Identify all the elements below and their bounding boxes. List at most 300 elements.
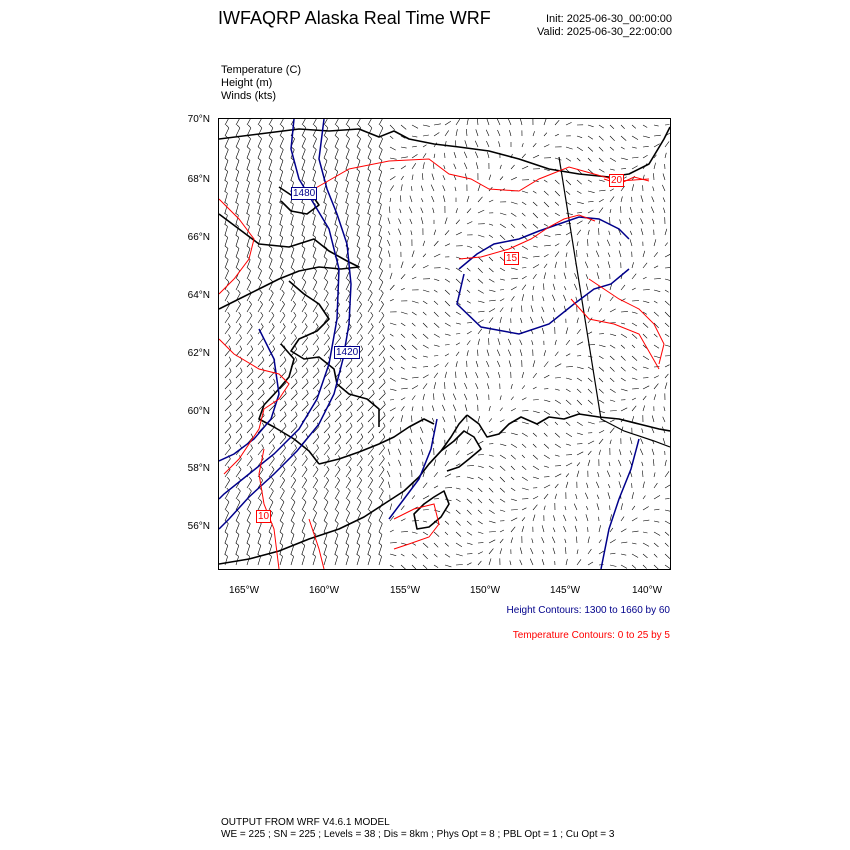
wind-barb [379,119,383,125]
wind-barb [258,136,262,147]
wind-barb [236,312,241,323]
wind-barb [555,411,560,415]
wind-barb [313,499,317,510]
wind-barb [577,221,583,224]
wind-barb [335,466,340,477]
wind-barb [423,135,429,136]
lon-label-140w: 140°W [631,585,663,596]
wind-barb [368,379,374,389]
wind-barb [663,438,665,444]
wind-barb [478,561,481,565]
wind-barb [621,285,625,290]
wind-barb [401,378,407,380]
wind-barb [378,202,381,213]
wind-barb [621,378,626,381]
wind-barb [367,224,370,235]
wind-barb [290,554,293,565]
wind-barb [652,197,654,203]
wind-barb [511,499,517,501]
wind-barb [533,360,535,367]
wind-barb [410,451,412,455]
wind-barb [356,191,359,202]
wind-barb [654,290,660,292]
wind-barb [533,433,537,437]
wind-barb [522,294,524,301]
wind-barb [368,312,373,323]
wind-barb [599,190,606,191]
wind-barb [291,466,296,477]
wind-barb [588,332,592,334]
wind-barb [632,554,638,558]
wind-barb [566,411,570,415]
wind-barb [346,521,349,532]
height-contour-1360 [219,329,279,461]
wind-barb [599,169,604,172]
wind-barb [324,335,330,346]
wind-barb [258,169,261,180]
wind-barb [621,323,625,324]
wind-barb [235,224,238,235]
wind-barb [357,423,363,433]
wind-barb [552,295,555,301]
wind-barb [522,517,525,521]
wind-barb [621,311,628,312]
wind-barb [291,401,297,411]
wind-barb [280,390,286,400]
wind-barb [610,400,615,402]
wind-barb [357,235,360,246]
wind-barb [643,136,650,138]
wind-barb [467,426,469,433]
wind-barb [487,350,489,356]
wind-barb [643,301,649,303]
wind-barb [608,484,610,488]
model-config-line: WE = 225 ; SN = 225 ; Levels = 38 ; Dis = 8km ; Phys Opt = 8 ; PBL Opt = 1 ; Cu Opt = 3 [221,829,615,840]
wind-barb [434,393,435,400]
wind-barb [599,158,604,162]
wind-barb [236,158,239,169]
wind-barb [368,246,371,257]
wind-barb [357,532,360,543]
wind-barb [357,147,360,158]
wind-barb [313,477,318,488]
wind-barb [378,180,381,191]
wind-barb [522,306,523,313]
wind-barb [346,466,351,477]
wind-barb [247,158,250,169]
wind-barb [566,191,570,195]
wind-barb [368,412,374,422]
map-panel [218,118,671,570]
wind-barb [324,379,330,389]
wind-barb [313,368,319,378]
wind-barb [588,549,591,554]
wind-barb [313,119,317,125]
wind-barb [269,268,273,279]
wind-barb [522,508,526,510]
wind-barb [224,224,227,235]
wind-barb [522,455,525,458]
wind-barb [522,224,526,228]
wind-barb [665,485,670,488]
lat-label-56n: 56°N [187,521,210,532]
wind-barb [489,540,495,543]
wind-barb [621,367,626,371]
wind-barb [423,265,429,268]
wind-barb [445,345,450,346]
wind-barb [632,367,637,370]
wind-barb [388,449,390,455]
wind-barb [454,152,456,158]
wind-barb [621,136,626,141]
wind-barb [489,488,493,492]
wind-barb [334,180,337,191]
wind-barb [302,379,308,389]
wind-barb [423,290,429,292]
wind-barb [654,163,656,169]
wind-barb [511,444,517,448]
wind-barb [596,251,599,257]
wind-barb [280,532,283,543]
wind-barb [445,363,448,368]
wind-barb [467,268,470,271]
valid-time: Valid: 2025-06-30_22:00:00 [537,26,672,38]
wind-barb [464,383,467,389]
wind-barb [412,554,417,558]
wind-barb [434,154,435,158]
wind-barb [236,125,240,136]
wind-barb [434,543,438,547]
wind-barb [632,378,637,380]
wind-barb [643,496,645,499]
wind-barb [654,521,659,522]
wind-barb [258,543,261,554]
wind-barb [345,202,348,213]
wind-barb [511,433,518,435]
wind-barb [453,405,456,411]
wind-barb [663,198,665,203]
wind-barb [632,300,639,301]
wind-barb [225,477,230,488]
wind-barb [478,279,483,283]
wind-barb [291,235,294,246]
wind-barb [599,450,601,455]
wind-barb [390,125,395,130]
wind-barb [269,301,274,312]
wind-barb [489,338,490,345]
wind-barb [643,356,649,360]
wind-barb [291,379,297,389]
wind-barb [379,401,385,411]
wind-barb [598,242,599,246]
wind-barb [379,357,385,367]
wind-barb [610,440,611,444]
wind-barb [654,356,661,358]
wind-barb [566,482,568,488]
wind-barb [346,147,349,158]
wind-barb [280,169,283,180]
wind-barb [489,466,494,469]
wind-barb [478,455,484,456]
wind-barb [302,401,308,411]
wind-barb [588,158,591,162]
wind-barb [410,219,412,224]
wind-barb [368,499,372,510]
wind-barb [269,246,272,257]
wind-barb [456,488,461,489]
wind-barb [423,153,426,158]
wind-barb [423,254,426,257]
wind-barb [378,213,381,224]
wind-barb [313,312,318,323]
wind-barb [665,301,670,305]
wind-barb [500,396,501,401]
wind-barb [533,265,539,269]
wind-barb [665,374,668,378]
wind-barb [566,559,567,565]
wind-barb [652,416,654,423]
wind-barb [522,257,528,258]
wind-barb [411,230,412,235]
wind-barb [390,554,396,556]
wind-barb [368,279,372,290]
wind-barb [599,400,604,403]
wind-barb [610,428,614,433]
wind-barb [641,228,643,235]
wind-barb [500,488,505,492]
wind-barb [379,543,382,554]
wind-barb [247,312,252,323]
wind-barb [630,451,632,455]
wind-barb [423,394,425,400]
wind-barb [566,422,570,426]
wind-barb [357,434,363,444]
wind-barb [379,301,384,312]
wind-barb [465,140,467,147]
wind-barb [357,301,362,312]
wind-barb [610,411,617,412]
wind-barb [466,129,467,136]
wind-barb [467,290,470,293]
wind-barb [599,147,603,151]
wind-barb [511,235,514,238]
wind-barb [247,346,253,356]
wind-barb [324,235,327,246]
wind-barb [632,543,637,544]
wind-barb [665,141,669,147]
wind-barb [476,129,478,136]
wind-barb [324,119,328,125]
wind-barb [643,520,649,521]
wind-barb [566,340,570,345]
wind-barb [236,521,239,532]
wind-barb [643,482,645,488]
wind-barb [555,180,560,184]
wind-barb [619,481,621,488]
wind-barb [467,477,474,479]
wind-barb [577,318,579,323]
wind-barb [544,485,550,488]
wind-barb [258,290,262,301]
wind-barb [291,312,296,323]
wind-barb [476,394,478,400]
wind-barb [225,445,231,456]
wind-barb [610,136,615,141]
wind-barb [368,136,372,147]
wind-barb [423,356,428,357]
wind-barb [324,136,328,147]
wind-barb [509,361,511,368]
wind-barb [445,554,450,557]
wind-barb [454,175,456,180]
wind-barb [390,176,395,180]
wind-barb [313,445,319,456]
wind-barb [434,312,439,317]
wind-barb [500,466,505,471]
wind-barb [257,191,260,202]
wind-barb [302,423,308,433]
wind-barb [544,433,547,437]
wind-barb [379,477,384,488]
wind-barb [489,477,493,481]
wind-barb [313,158,316,169]
wind-barb [269,379,275,389]
wind-barb [577,212,582,213]
wind-barb [301,554,304,565]
wind-barb [588,230,589,235]
wind-barb [225,125,229,136]
wind-barb [368,543,371,554]
wind-barb [258,268,262,279]
wind-barb [467,312,472,313]
wind-barb [335,412,341,422]
wind-barb [423,532,428,535]
wind-barb [533,387,537,389]
wind-barb [225,379,231,389]
wind-barb [577,367,584,369]
wind-barb [555,444,561,448]
wind-barb [500,308,503,313]
wind-barb [511,488,515,491]
wind-barb [522,285,526,290]
wind-barb [225,499,229,510]
wind-barb [357,312,362,323]
wind-barb [487,119,489,125]
wind-barb [522,526,524,532]
wind-barb [574,504,577,510]
wind-barb [368,257,371,268]
wind-barb [268,224,271,235]
wind-barb [236,301,241,312]
wind-barb [390,565,394,567]
wind-barb [246,202,249,213]
wind-barb [357,119,361,125]
wind-barb [313,257,316,268]
wind-barb [575,526,577,532]
wind-barb [313,434,319,444]
wind-barb [357,368,363,378]
wind-barb [445,354,449,356]
wind-barb [508,119,511,125]
wind-barb [368,290,372,301]
wind-barb [302,488,306,499]
wind-barb [247,455,252,466]
wind-barb [268,554,271,565]
wind-barb [467,222,472,225]
wind-barb [599,389,604,393]
wind-barb [533,477,539,479]
wind-barb [555,340,556,345]
wind-barb [555,234,561,235]
wind-barb [508,339,511,345]
wind-barb [478,339,480,345]
wind-barb [412,264,416,268]
wind-barb [577,191,581,194]
wind-barb [555,262,557,268]
wind-barb [522,213,525,216]
wind-barb [356,213,359,224]
wind-barb [279,191,282,202]
wind-barb [357,323,362,334]
wind-barb [423,565,427,569]
wind-barb [555,352,558,356]
wind-barb [455,187,456,191]
wind-barb [434,356,438,357]
wind-barb [489,406,490,411]
wind-barb [434,230,436,235]
wind-barb [456,312,461,315]
wind-barb [530,317,533,323]
wind-barb [335,499,339,510]
wind-barb [433,163,434,169]
wind-barb [324,510,328,521]
wind-barb [632,136,638,140]
wind-barb [313,401,319,411]
wind-barb [247,136,251,147]
wind-barb [577,422,583,426]
wind-barb [236,543,239,554]
wind-barb [665,471,669,477]
wind-barb [335,136,339,147]
wind-barb [542,307,544,312]
wind-barb [246,180,249,191]
wind-barb [258,246,261,257]
wind-barb [654,495,660,499]
wind-barb [390,417,394,422]
wind-barb [665,498,670,499]
wind-barb [280,147,283,158]
temp-contour-north [314,159,649,191]
wind-barb [235,202,238,213]
wind-barb [467,119,468,125]
wind-barb [533,411,540,413]
wind-barb [476,372,479,378]
wind-barb [577,400,582,405]
wind-barb [566,389,571,392]
wind-barb [587,253,588,257]
wind-barb [247,301,252,312]
temperature-contours-legend: Temperature Contours: 0 to 25 by 5 [512,630,670,641]
wind-barb [335,235,338,246]
wind-barb [541,317,544,323]
wind-barb [247,147,250,158]
wind-barb [588,125,594,127]
wind-barb [432,418,434,422]
wind-barb [378,554,381,565]
wind-barb [555,389,560,390]
wind-barb [269,136,273,147]
wind-barb [563,295,566,301]
